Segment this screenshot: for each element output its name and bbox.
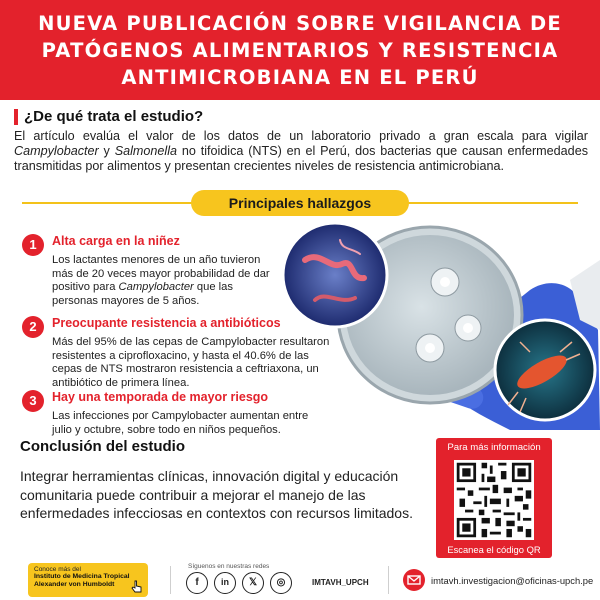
about-section bbox=[14, 108, 588, 174]
finding-number-badge: 2 bbox=[22, 316, 44, 338]
headline-line-3: ANTIMICROBIANA EN EL PERÚ bbox=[121, 66, 479, 89]
pointer-hand-icon bbox=[130, 580, 144, 594]
email-icon[interactable] bbox=[403, 569, 425, 591]
linkedin-icon[interactable]: in bbox=[214, 572, 236, 594]
salmonella-term: Salmonella bbox=[114, 144, 177, 158]
x-icon[interactable]: 𝕏 bbox=[242, 572, 264, 594]
about-text-part-2: y bbox=[98, 144, 115, 158]
facebook-icon[interactable]: f bbox=[186, 572, 208, 594]
conclusion-text: Integrar herramientas clínicas, innovación digital y educación comunitaria puede contribuir a mejorar el manejo de las enfermedades infecciosas en contextos con recursos limitados. bbox=[20, 468, 413, 521]
qr-label-top: Para más información bbox=[447, 442, 541, 453]
finding-number-badge: 1 bbox=[22, 234, 44, 256]
campylobacter-bubble bbox=[283, 223, 387, 327]
finding-2 bbox=[22, 316, 330, 389]
finding-title: Alta carga en la niñez bbox=[52, 234, 180, 248]
institute-link-button[interactable] bbox=[28, 563, 148, 597]
finding-title: Preocupante resistencia a antibióticos bbox=[52, 316, 281, 330]
footer-divider bbox=[388, 566, 389, 594]
qr-code-icon[interactable] bbox=[454, 460, 534, 540]
about-text bbox=[14, 129, 588, 174]
qr-label-bottom: Escanea el código QR bbox=[447, 544, 541, 555]
about-title: ¿De qué trata el estudio? bbox=[24, 108, 204, 125]
institute-link-small: Conoce más del bbox=[34, 566, 81, 573]
finding-title: Hay una temporada de mayor riesgo bbox=[52, 390, 269, 404]
finding-text: Las infecciones por Campylobacter aumentan entre julio y octubre, sobre todo en niños pequeños. bbox=[52, 410, 309, 436]
conclusion-title: Conclusión del estudio bbox=[20, 438, 186, 455]
footer-divider bbox=[170, 566, 171, 594]
social-handle[interactable]: IMTAVH_UPCH bbox=[312, 578, 369, 587]
finding-text: Más del 95% de las cepas de Campylobacter resultaron resistentes a ciprofloxacino, y hasta el 40.6% de las cepas de NTS mostraron resistencia a ceftriaxona, un antibiótico de primera línea. bbox=[52, 336, 330, 389]
finding-text bbox=[52, 254, 272, 308]
institute-link-name: Instituto de Medicina Tropical Alexander von Humboldt bbox=[34, 573, 130, 588]
finding-number-badge: 3 bbox=[22, 390, 44, 412]
about-text-part-1: El artículo evalúa el valor de los datos de un laboratorio privado a gran escala para vigilar bbox=[14, 129, 588, 143]
findings-heading-row bbox=[0, 188, 600, 218]
finding-3 bbox=[22, 390, 322, 436]
finding-text-part-1: Los lactantes menores de un año tuvieron más de 20 veces mayor probabilidad de dar positivo para bbox=[52, 254, 270, 294]
petri-dish-illustration bbox=[280, 220, 600, 430]
follow-label: Síguenos en nuestras redes bbox=[188, 563, 270, 570]
section-accent-bar bbox=[14, 109, 18, 125]
finding-1 bbox=[22, 234, 322, 306]
divider-right bbox=[408, 202, 578, 204]
about-heading bbox=[14, 108, 588, 125]
contact-email[interactable]: imtavh.investigacion@oficinas-upch.pe bbox=[431, 575, 594, 586]
conclusion-section bbox=[20, 438, 420, 523]
campylobacter-term: Campylobacter bbox=[118, 281, 194, 294]
headline-line-1: NUEVA PUBLICACIÓN SOBRE VIGILANCIA DE bbox=[38, 12, 562, 35]
finding-text-part-2: que las personas mayores de 5 años. bbox=[52, 281, 233, 307]
qr-panel[interactable] bbox=[436, 438, 552, 558]
headline-line-2: PATÓGENOS ALIMENTARIOS Y RESISTENCIA bbox=[41, 39, 559, 62]
instagram-icon[interactable]: ◎ bbox=[270, 572, 292, 594]
header-banner bbox=[0, 0, 600, 100]
footer bbox=[0, 560, 600, 600]
divider-left bbox=[22, 202, 192, 204]
about-text-part-3: no tifoidica (NTS) en el Perú, dos bacterias que causan enfermedades transmitidas por alimentos y presentan crecientes niveles de resistencia antimicrobiana. bbox=[14, 144, 588, 173]
campylobacter-term: Campylobacter bbox=[14, 144, 99, 158]
findings-title: Principales hallazgos bbox=[191, 190, 409, 216]
